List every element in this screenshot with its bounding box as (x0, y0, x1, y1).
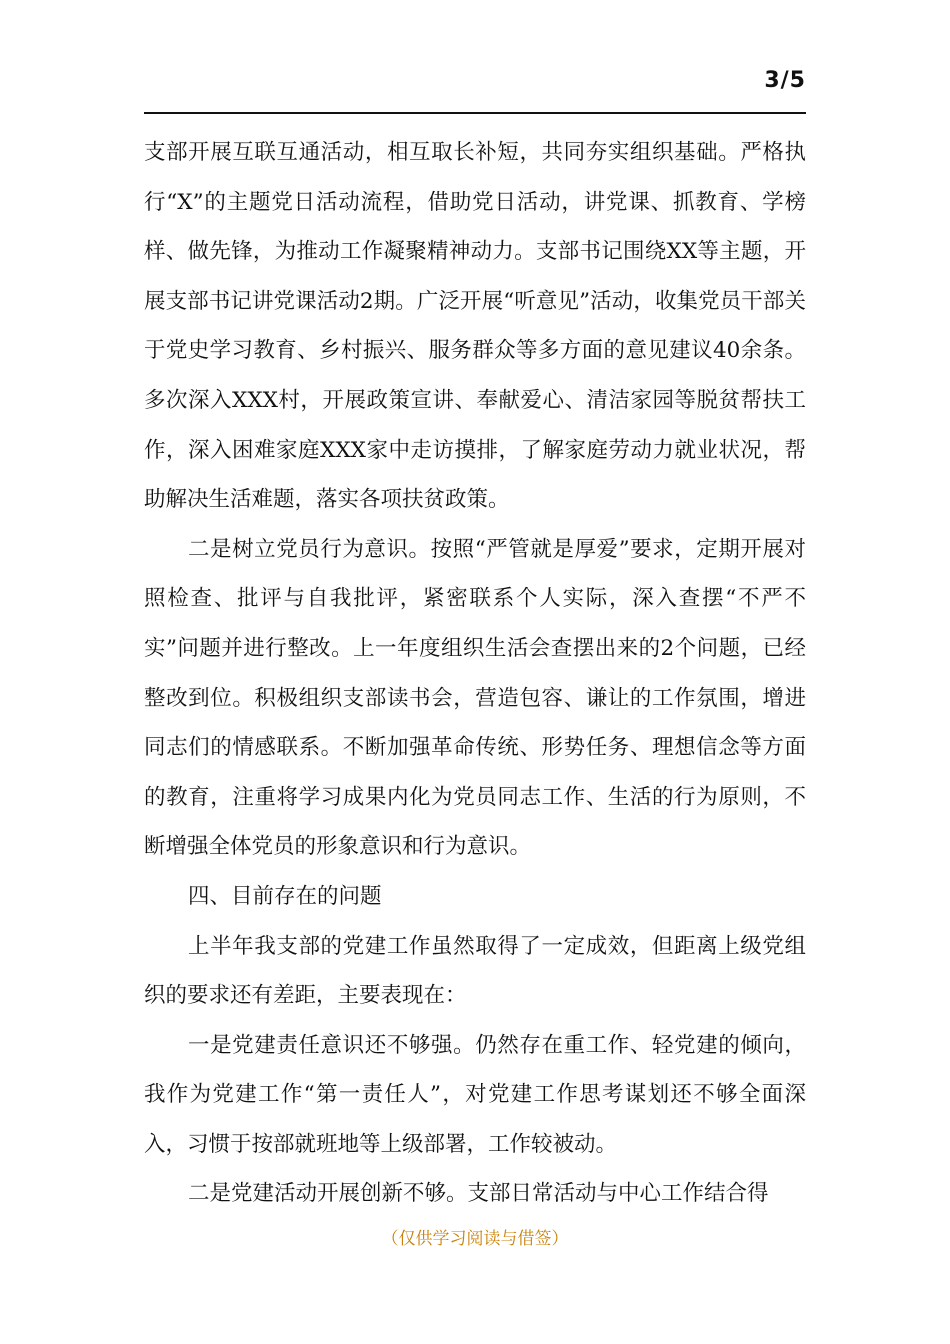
document-body (144, 128, 806, 1219)
paragraph-behavior-awareness: 二是树立党员行为意识。按照“严管就是厚爱”要求，定期开展对照检查、批评与自我批评，紧密联系个人实际，深入查摆“不严不实”问题并进行整改。上一年度组织生活会查摆出来的2个问题，已经整改到位。积极组织支部读书会，营造包容、谦让的工作氛围，增进同志们的情感联系。不断加强革命传统、形势任务、理想信念等方面的教育，注重将学习成果内化为党员同志工作、生活的行为原则，不断增强全体党员的形象意识和行为意识。 (144, 536, 806, 860)
paragraph-continuation: 支部开展互联互通活动，相互取长补短，共同夯实组织基础。严格执行“X”的主题党日活动流程，借助党日活动，讲党课、抓教育、学榜样、做先锋，为推动工作凝聚精神动力。支部书记围绕XX等主题，开展支部书记讲党课活动2期。广泛开展“听意见”活动，收集党员干部关于党史学习教育、乡村振兴、服务群众等多方面的意见建议40余条。多次深入XXX村，开展政策宣讲、奉献爱心、清洁家园等脱贫帮扶工作，深入困难家庭XXX家中走访摸排，了解家庭劳动力就业状况，帮助解决生活难题，落实各项扶贫政策。 (144, 140, 806, 513)
section-heading-problems: 四、目前存在的问题 (188, 883, 382, 909)
footer-note: （仅供学习阅读与借签） (381, 1229, 569, 1249)
paragraph-problems-intro: 上半年我支部的党建工作虽然取得了一定成效，但距离上级党组织的要求还有差距，主要表现在： (144, 933, 806, 1009)
paragraph-responsibility: 一是党建责任意识还不够强。仍然存在重工作、轻党建的倾向，我作为党建工作“第一责任人”，对党建工作思考谋划还不够全面深入，习惯于按部就班地等上级部署，工作较被动。 (144, 1032, 806, 1157)
header-rule (144, 112, 806, 114)
page-number: 3/5 (764, 68, 806, 93)
paragraph-innovation: 二是党建活动开展创新不够。支部日常活动与中心工作结合得 (188, 1181, 769, 1207)
